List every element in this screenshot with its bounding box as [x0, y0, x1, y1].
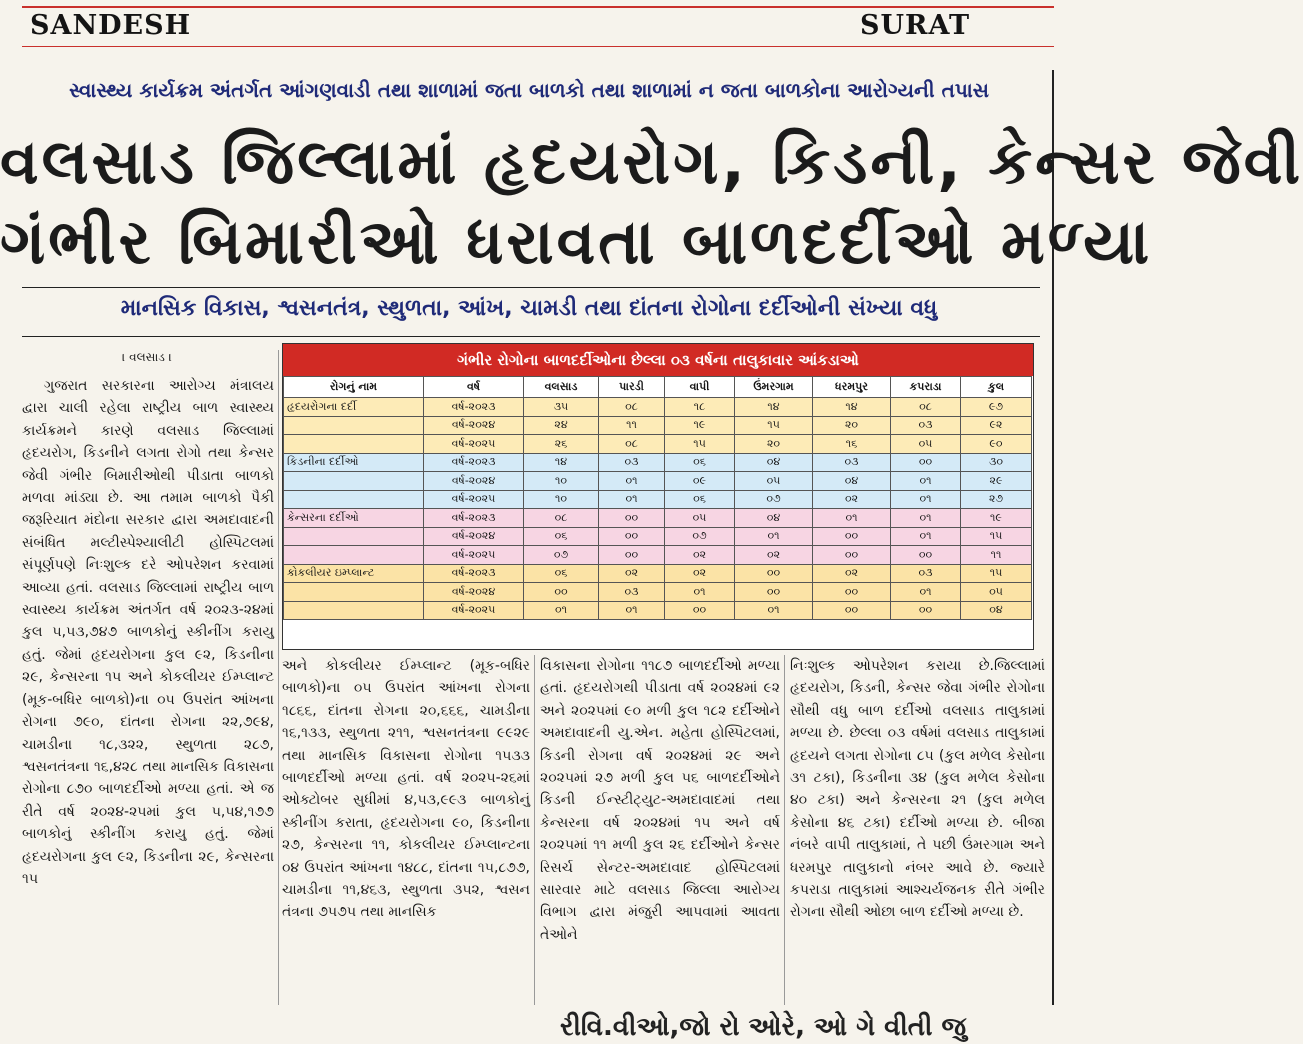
article-column-1 [22, 375, 274, 1005]
headline-line-1: વલસાડ જિલ્લામાં હૃદયરોગ, કિડની, કેન્સર જેવી [0, 125, 1303, 198]
article-text: અને કોકલીયર ઈમ્પ્લાન્ટ (મૂક-બધિર બાળકો)ના ૦૫ ઉપરાંત આંખના રોગના ૧૮૬૬, દાંતના રોગના ૨૦,૬૬૬, ચામડીના ૧૬,૧૩૩, સ્થુળતા ૨૧૧, શ્વસનતંત્રના ૯૯૨૯ તથા માનસિક વિકાસના રોગોના ૧૫૩૩ બાળદર્દીઓ મળ્યા હતાં. વર્ષ ૨૦૨૫-૨૬માં ઓક્ટોબર સુધીમાં ૪,૫૩,૯૯૩ બાળકોનું સ્કીનીંગ કરાતા, હૃદયરોગના ૯૦, કિડનીના ૨૭, કેન્સરના ૧૧, કોકલીયર ઈમ્પ્લાન્ટના ૦૪ ઉપરાંત આંખના ૧૪૮૮, દાંતના ૧૫,૮૭૭, ચામડીના ૧૧,૪૬૩, સ્થુળતા ૩૫૨, શ્વસન તંત્રના ૭૫૭૫ તથા માનસિક [282, 658, 530, 921]
table-row [284, 453, 1032, 472]
disease-name-cell [284, 472, 424, 491]
total-cell: ૩૦ [961, 453, 1032, 472]
count-cell: ૦૦ [735, 583, 813, 602]
subhead-top-rule [22, 287, 1040, 288]
dateline: । વલસાડ । [122, 350, 172, 364]
count-cell: ૧૯ [665, 416, 735, 435]
count-cell: ૦૬ [665, 490, 735, 509]
table-row [284, 527, 1032, 546]
table-row [284, 490, 1032, 509]
count-cell: ૦૧ [891, 490, 961, 509]
count-cell: ૦૦ [813, 601, 891, 620]
count-cell: ૦૬ [524, 564, 599, 583]
article-text: ગુજરાત સરકારના આરોગ્ય મંત્રાલય દ્વારા ચાલી રહેલા રાષ્ટ્રીય બાળ સ્વાસ્થ્ય કાર્યક્રમને કારણે વલસાડ જિલ્લામાં હૃદયરોગ, કિડનીને લગતા રોગો તથા કેન્સર જેવી ગંભીર બિમારીઓથી પીડાતા બાળકો મળવા માંડ્યા છે. આ તમામ બાળકો પૈકી જરૂરિયાત મંદોના સરકાર દ્વારા અમદાવાદની સંબંધિત મલ્ટીસ્પેશ્યાલીટી હોસ્પિટલમાં સંપૂર્ણપણે નિઃશુલ્ક દરે ઓપરેશન કરવામાં આવ્યા હતાં. વલસાડ જિલ્લામાં રાષ્ટ્રીય બાળ સ્વાસ્થ્ય કાર્યક્રમ અંતર્ગત વર્ષ ૨૦૨૩-૨૪માં કુલ ૫,૫૩,૭૪૭ બાળકોનું સ્કીનીંગ કરાયુ હતું. જેમાં હૃદયરોગના કુલ ૯૨, કિડનીના ૨૯, કેન્સરના ૧૫ અને કોકલીયર ઈમ્પ્લાન્ટ (મૂક-બધિર બાળકો)ના ૦૫ ઉપરાંત આંખના રોગના ૭૯૦, દાંતના રોગના ૨૨,૭૯૪, ચામડીના ૧૮,૩૨૨, સ્થુળતા ૨૮૭, શ્વસનતંત્રના ૧૬,૪૨૮ તથા માનસિક વિકાસના રોગોના ૮૭૦ બાળદર્દીઓ મળ્યા હતાં. એ જ રીતે વર્ષ ૨૦૨૪-૨૫માં કુલ ૫,૫૪,૧૭૭ બાળકોનું સ્કીનીંગ કરાયુ હતું. જેમાં હૃદયરોગના કુલ ૯૨, કિડનીના ૨૯, કેન્સરના ૧૫ [22, 378, 274, 887]
count-cell: ૨૦ [735, 435, 813, 454]
disease-name-cell [284, 546, 424, 565]
disease-name-cell: કોકલીયર ઇમ્પ્લાન્ટ [284, 564, 424, 583]
total-cell: ૦૫ [961, 583, 1032, 602]
total-cell: ૯૭ [961, 398, 1032, 417]
count-cell: ૦૭ [735, 490, 813, 509]
subhead-bottom-rule [22, 336, 1040, 337]
disease-name-cell: હૃદયરોગના દર્દી [284, 398, 424, 417]
table-header-cell: કુલ [961, 377, 1032, 398]
column-divider [534, 655, 535, 1005]
table-title: ગંભીર રોગોના બાળદર્દીઓના છેલ્લા ૦૩ વર્ષના તાલુકાવાર આંકડાઓ [283, 344, 1033, 376]
count-cell: ૦૧ [599, 472, 665, 491]
count-cell: ૦૫ [735, 472, 813, 491]
count-cell: ૦૨ [813, 564, 891, 583]
count-cell: ૦૭ [524, 546, 599, 565]
disease-name-cell [284, 527, 424, 546]
count-cell: ૦૩ [891, 416, 961, 435]
count-cell: ૦૫ [665, 509, 735, 528]
masthead [0, 0, 1058, 50]
count-cell: ૦૬ [665, 453, 735, 472]
stats-table [283, 376, 1032, 620]
table-header-cell: પારડી [599, 377, 665, 398]
year-cell: વર્ષ-૨૦૨૪ [424, 416, 524, 435]
count-cell: ૦૦ [665, 601, 735, 620]
disease-name-cell [284, 416, 424, 435]
article-text: વિકાસના રોગોના ૧૧૮૭ બાળદર્દીઓ મળ્યા હતાં. હૃદયરોગથી પીડાતા વર્ષ ૨૦૨૪માં ૯૨ અને ૨૦૨૫માં ૯૦ મળી કુલ ૧૮૨ દર્દીઓને અમદાવાદની યુ.એન. મહેતા હોસ્પિટલમાં, કિડની રોગના વર્ષ ૨૦૨૪માં ૨૯ અને ૨૦૨૫માં ૨૭ મળી કુલ ૫૬ બાળદર્દીઓને કિડની ઈન્સ્ટીટ્યુટ-અમદાવાદમાં તથા કેન્સરના વર્ષ ૨૦૨૪માં ૧૫ અને વર્ષ ૨૦૨૫માં ૧૧ મળી કુલ ૨૬ દર્દીઓને કેન્સર રિસર્ચ સેન્ટર-અમદાવાદ હોસ્પિટલમાં સારવાર માટે વલસાડ જિલ્લા આરોગ્ય વિભાગ દ્વારા મંજુરી આપવામાં આવતા તેઓને [540, 658, 780, 943]
count-cell: ૦૨ [665, 546, 735, 565]
year-cell: વર્ષ-૨૦૨૩ [424, 398, 524, 417]
count-cell: ૧૪ [524, 453, 599, 472]
total-cell: ૦૪ [961, 601, 1032, 620]
disease-name-cell [284, 435, 424, 454]
count-cell: ૦૬ [524, 527, 599, 546]
count-cell: ૩૫ [524, 398, 599, 417]
count-cell: ૦૧ [524, 601, 599, 620]
count-cell: ૦૦ [599, 509, 665, 528]
year-cell: વર્ષ-૨૦૨૫ [424, 490, 524, 509]
count-cell: ૦૨ [599, 564, 665, 583]
count-cell: ૦૧ [735, 527, 813, 546]
count-cell: ૦૪ [735, 453, 813, 472]
count-cell: ૦૧ [891, 509, 961, 528]
count-cell: ૧૪ [813, 398, 891, 417]
count-cell: ૦૧ [599, 490, 665, 509]
masthead-bottom-rule [22, 46, 1054, 47]
count-cell: ૦૧ [891, 583, 961, 602]
count-cell: ૦૦ [891, 601, 961, 620]
column-divider [278, 350, 279, 1005]
year-cell: વર્ષ-૨૦૨૪ [424, 583, 524, 602]
count-cell: ૦૮ [524, 509, 599, 528]
year-cell: વર્ષ-૨૦૨૫ [424, 546, 524, 565]
count-cell: ૧૫ [665, 435, 735, 454]
count-cell: ૦૧ [665, 583, 735, 602]
total-cell: ૯૦ [961, 435, 1032, 454]
year-cell: વર્ષ-૨૦૨૪ [424, 472, 524, 491]
count-cell: ૧૦ [524, 472, 599, 491]
table-header-cell: ધરમપુર [813, 377, 891, 398]
article-text: નિઃશુલ્ક ઓપરેશન કરાયા છે.જિલ્લામાં હૃદયરોગ, કિડની, કેન્સર જેવા ગંભીર રોગોના સૌથી વધુ બાળ દર્દીઓ વલસાડ તાલુકામાં મળ્યા છે. છેલ્લા ૦૩ વર્ષમાં વલસાડ તાલુકામાં હૃદયને લગતા રોગોના ૮૫ (કુલ મળેલ કેસોના ૩૧ ટકા), કિડનીના ૩૪ (કુલ મળેલ કેસોના ૪૦ ટકા) અને કેન્સરના ૨૧ (કુલ મળેલ કેસોના ૪૬ ટકા) દર્દીઓ મળ્યા છે. બીજા નંબરે વાપી તાલુકામાં, તે પછી ઉંમરગામ અને ધરમપુર તાલુકાનો નંબર આવે છે. જ્યારે કપરાડા તાલુકામાં આશ્ચર્યજનક રીતે ગંભીર રોગના સૌથી ઓછા બાળ દર્દીઓ મળ્યા છે. [790, 658, 1045, 921]
table-header-cell: રોગનું નામ [284, 377, 424, 398]
year-cell: વર્ષ-૨૦૨૫ [424, 601, 524, 620]
table-row [284, 398, 1032, 417]
article-column-2 [282, 655, 530, 1005]
year-cell: વર્ષ-૨૦૨૩ [424, 509, 524, 528]
table-row [284, 472, 1032, 491]
count-cell: ૧૧ [599, 416, 665, 435]
count-cell: ૦૦ [813, 527, 891, 546]
count-cell: ૦૮ [599, 398, 665, 417]
count-cell: ૧૮ [665, 398, 735, 417]
table-header-cell: વર્ષ [424, 377, 524, 398]
disease-name-cell [284, 601, 424, 620]
disease-name-cell [284, 583, 424, 602]
count-cell: ૦૩ [891, 564, 961, 583]
count-cell: ૧૬ [813, 435, 891, 454]
count-cell: ૦૦ [813, 583, 891, 602]
table-header-cell: ઉંમરગામ [735, 377, 813, 398]
kicker: સ્વાસ્થ્ય કાર્યક્રમ અંતર્ગત આંગણવાડી તથા શાળામાં જતા બાળકો તથા શાળામાં ન જતા બાળકોના આરોગ્યની તપાસ [69, 78, 989, 102]
count-cell: ૦૯ [665, 472, 735, 491]
article-column-3 [540, 655, 780, 1005]
table-row [284, 509, 1032, 528]
year-cell: વર્ષ-૨૦૨૪ [424, 527, 524, 546]
year-cell: વર્ષ-૨૦૨૩ [424, 564, 524, 583]
count-cell: ૦૮ [599, 435, 665, 454]
edition-name: SURAT [860, 10, 971, 41]
count-cell: ૦૭ [665, 527, 735, 546]
table-header-cell: કપરાડા [891, 377, 961, 398]
disease-name-cell [284, 490, 424, 509]
table-header-row [284, 377, 1032, 398]
table-row [284, 583, 1032, 602]
count-cell: ૦૫ [891, 435, 961, 454]
total-cell: ૧૫ [961, 564, 1032, 583]
subheadline: માનસિક વિકાસ, શ્વસનતંત્ર, સ્થુળતા, આંખ, ચામડી તથા દાંતના રોગોના દર્દીઓની સંખ્યા વધુ [120, 296, 938, 321]
count-cell: ૧૫ [735, 416, 813, 435]
disease-name-cell: કેન્સરના દર્દીઓ [284, 509, 424, 528]
count-cell: ૦૧ [813, 509, 891, 528]
table-row [284, 435, 1032, 454]
count-cell: ૨૬ [524, 435, 599, 454]
table-row [284, 546, 1032, 565]
count-cell: ૦૧ [891, 527, 961, 546]
headline-line-2: ગંભીર બિમારીઓ ધરાવતા બાળદર્દીઓ મળ્યા [0, 205, 1153, 278]
total-cell: ૨૯ [961, 472, 1032, 491]
count-cell: ૦૩ [599, 453, 665, 472]
year-cell: વર્ષ-૨૦૨૫ [424, 435, 524, 454]
year-cell: વર્ષ-૨૦૨૩ [424, 453, 524, 472]
table-header-cell: વાપી [665, 377, 735, 398]
total-cell: ૧૧ [961, 546, 1032, 565]
count-cell: ૦૦ [891, 546, 961, 565]
next-article-headline-fragment: રીવિ.વીઓ,જો રો ઓરે, ઓ ગે વીતી જુ [560, 1012, 967, 1042]
column-divider [784, 655, 785, 1005]
table-header-cell: વલસાડ [524, 377, 599, 398]
masthead-top-rule [22, 6, 1054, 8]
total-cell: ૯૨ [961, 416, 1032, 435]
count-cell: ૦૪ [813, 472, 891, 491]
newspaper-name: SANDESH [30, 10, 192, 41]
count-cell: ૦૮ [891, 398, 961, 417]
count-cell: ૦૩ [813, 453, 891, 472]
article-column-4 [790, 655, 1045, 1005]
count-cell: ૦૦ [813, 546, 891, 565]
table-row [284, 564, 1032, 583]
count-cell: ૨૪ [524, 416, 599, 435]
count-cell: ૧૪ [735, 398, 813, 417]
total-cell: ૧૯ [961, 509, 1032, 528]
disease-name-cell: કિડનીના દર્દીઓ [284, 453, 424, 472]
count-cell: ૦૦ [599, 527, 665, 546]
table-row [284, 601, 1032, 620]
count-cell: ૦૨ [735, 546, 813, 565]
count-cell: ૨૦ [813, 416, 891, 435]
stats-table-box [282, 343, 1034, 650]
count-cell: ૦૧ [891, 472, 961, 491]
count-cell: ૦૩ [599, 583, 665, 602]
total-cell: ૧૫ [961, 527, 1032, 546]
count-cell: ૦૨ [813, 490, 891, 509]
count-cell: ૦૦ [524, 583, 599, 602]
count-cell: ૦૨ [665, 564, 735, 583]
count-cell: ૦૦ [599, 546, 665, 565]
total-cell: ૨૭ [961, 490, 1032, 509]
count-cell: ૧૦ [524, 490, 599, 509]
count-cell: ૦૧ [599, 601, 665, 620]
count-cell: ૦૧ [735, 601, 813, 620]
count-cell: ૦૦ [891, 453, 961, 472]
table-row [284, 416, 1032, 435]
count-cell: ૦૦ [735, 564, 813, 583]
count-cell: ૦૪ [735, 509, 813, 528]
